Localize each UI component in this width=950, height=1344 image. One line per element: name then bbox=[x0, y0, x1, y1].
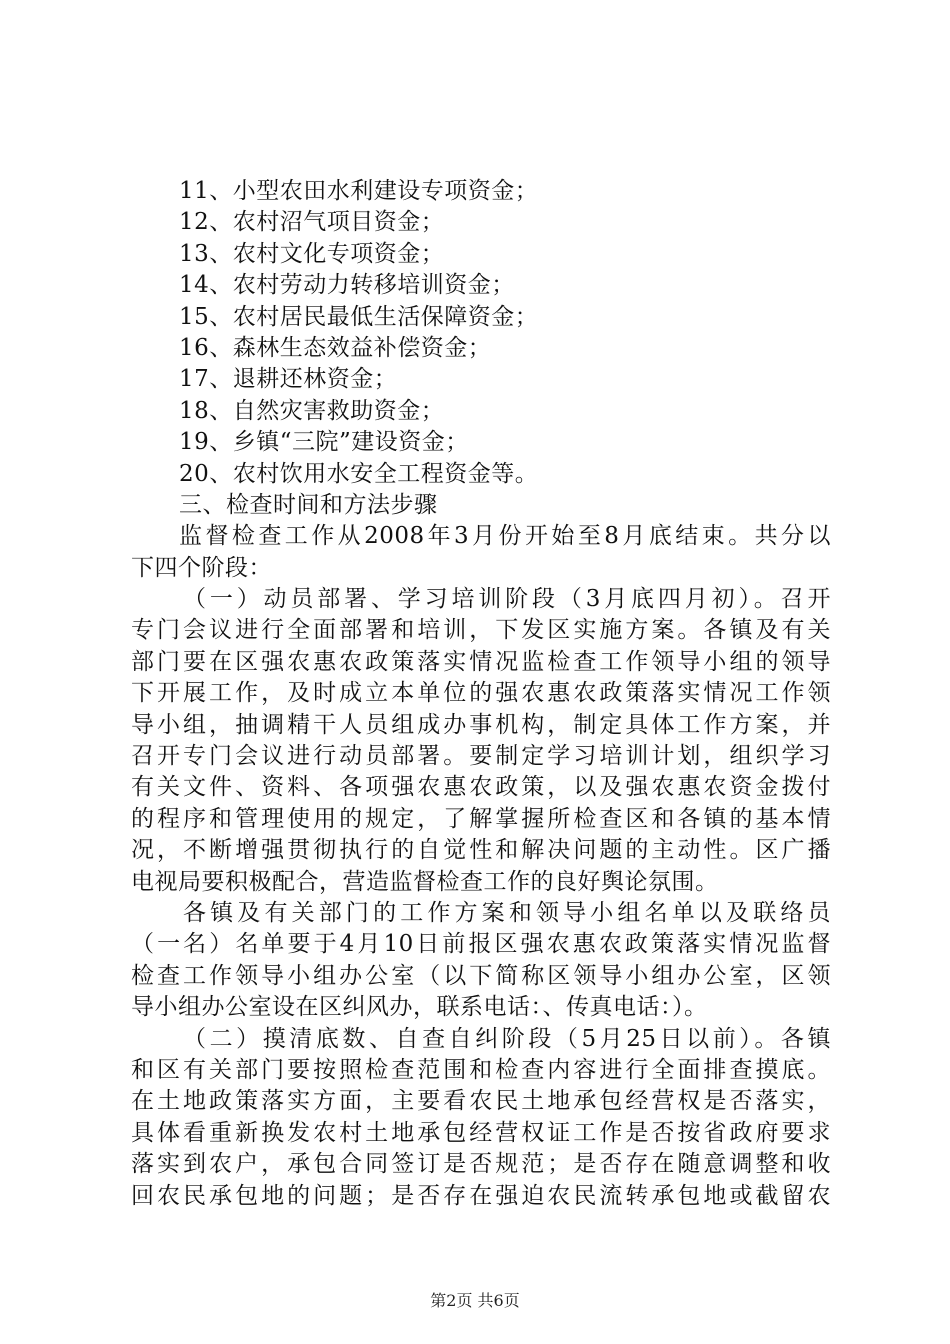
list-item-14: 14、农村劳动力转移培训资金； bbox=[179, 272, 515, 299]
paragraph-line: （二）摸清底数、自查自纠阶段（5月25日以前）。各镇 bbox=[183, 1025, 831, 1052]
paragraph-line: 导小组办公室设在区纠风办，联系电话：、传真电话：）。 bbox=[131, 994, 708, 1021]
list-item-11: 11、小型农田水利建设专项资金； bbox=[179, 178, 539, 204]
list-item-15: 15、农村居民最低生活保障资金； bbox=[179, 303, 539, 330]
paragraph-line: 下开展工作，及时成立本单位的强农惠农政策落实情况工作领 bbox=[131, 680, 831, 707]
paragraph-line: 落实到农户，承包合同签订是否规范；是否存在随意调整和收 bbox=[131, 1151, 831, 1178]
paragraph-line: （一）动员部署、学习培训阶段（3月底四月初）。召开 bbox=[183, 586, 831, 613]
list-item-16: 16、森林生态效益补偿资金； bbox=[179, 334, 492, 361]
paragraph-line: 况，不断增强贯彻执行的自觉性和解决问题的主动性。区广播 bbox=[131, 837, 831, 864]
paragraph-line: 监督检查工作从2008年3月份开始至8月底结束。共分以 bbox=[179, 523, 831, 550]
paragraph-line: 专门会议进行全面部署和培训，下发区实施方案。各镇及有关 bbox=[131, 617, 831, 644]
paragraph-line: 检查工作领导小组办公室（以下简称区领导小组办公室，区领 bbox=[131, 962, 831, 989]
list-item-19: 19、乡镇“三院”建设资金； bbox=[179, 429, 469, 456]
paragraph-line: 下四个阶段： bbox=[131, 554, 272, 581]
list-item-13: 13、农村文化专项资金； bbox=[179, 240, 445, 267]
paragraph-line: 召开专门会议进行动员部署。要制定学习培训计划，组织学习 bbox=[131, 743, 831, 770]
list-item-17: 17、退耕还林资金； bbox=[179, 366, 398, 393]
list-item-12: 12、农村沼气项目资金； bbox=[179, 209, 445, 236]
paragraph-line: 电视局要积极配合，营造监督检查工作的良好舆论氛围。 bbox=[131, 868, 719, 895]
page-footer: 第2页 共6页 bbox=[430, 1291, 520, 1310]
paragraph-line: 和区有关部门要按照检查范围和检查内容进行全面排查摸底。 bbox=[131, 1056, 831, 1083]
paragraph-line: 导小组，抽调精干人员组成办事机构，制定具体工作方案，并 bbox=[131, 711, 831, 738]
paragraph-line: 在土地政策落实方面，主要看农民土地承包经营权是否落实， bbox=[131, 1088, 831, 1115]
paragraph-line: 的程序和管理使用的规定，了解掌握所检查区和各镇的基本情 bbox=[131, 805, 831, 832]
list-item-18: 18、自然灾害救助资金； bbox=[179, 397, 445, 424]
document-body bbox=[131, 176, 831, 1212]
paragraph-line: 部门要在区强农惠农政策落实情况监检查工作领导小组的领导 bbox=[131, 648, 831, 675]
paragraph-line: 具体看重新换发农村土地承包经营权证工作是否按省政府要求 bbox=[131, 1119, 831, 1146]
paragraph-line: （一名）名单要于4月10日前报区强农惠农政策落实情况监督 bbox=[131, 931, 831, 958]
paragraph-line: 回农民承包地的问题；是否存在强迫农民流转承包地或截留农 bbox=[131, 1182, 831, 1209]
paragraph-line: 各镇及有关部门的工作方案和领导小组名单以及联络员 bbox=[183, 899, 831, 926]
list-item-20: 20、农村饮用水安全工程资金等。 bbox=[179, 460, 539, 487]
paragraph-line: 有关文件、资料、各项强农惠农政策，以及强农惠农资金拨付 bbox=[131, 774, 831, 801]
section-heading: 三、检查时间和方法步骤 bbox=[179, 491, 438, 518]
